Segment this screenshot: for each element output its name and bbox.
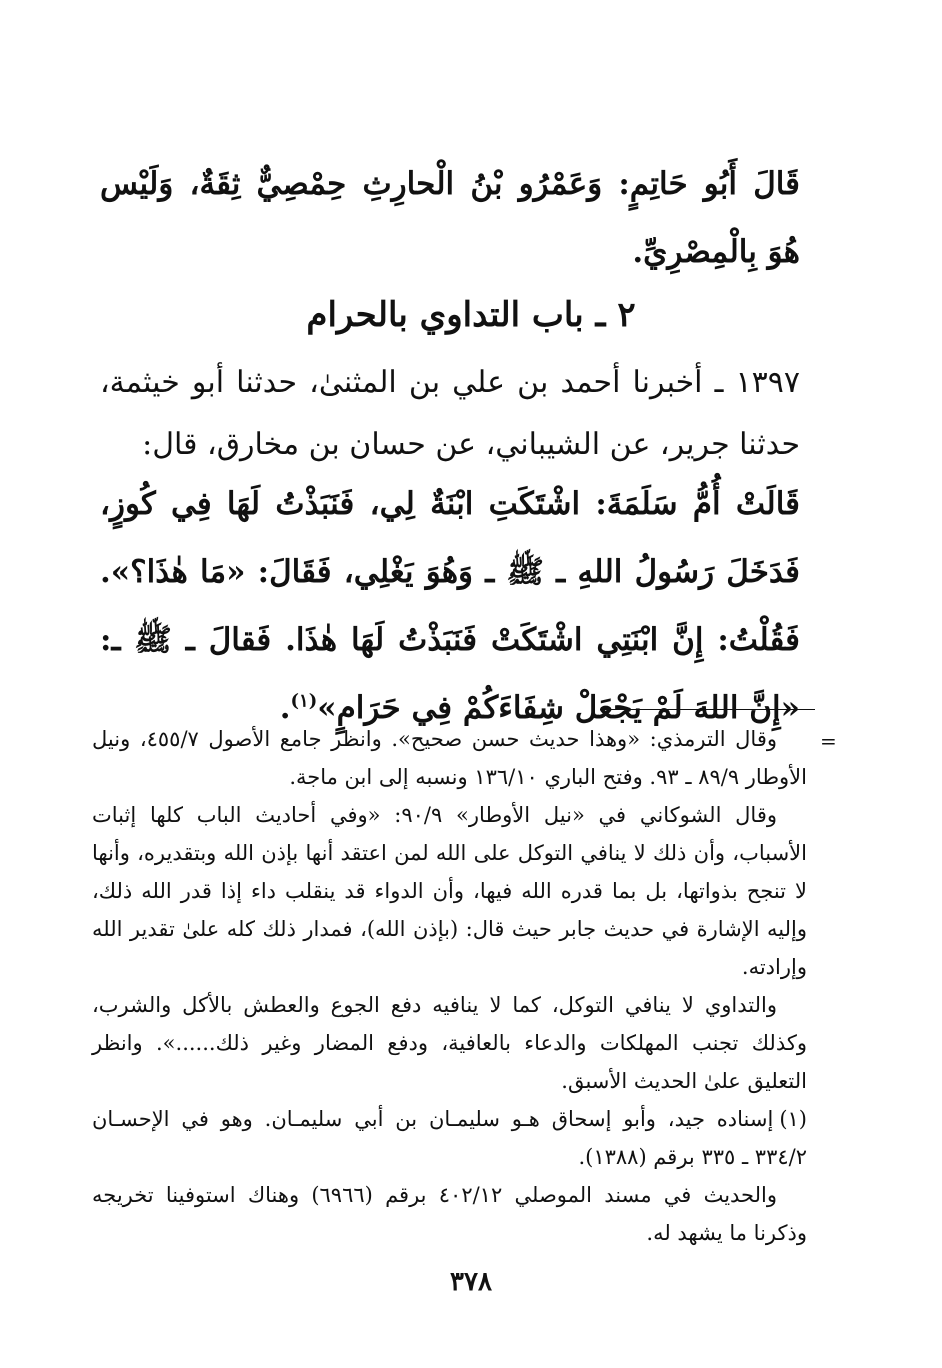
- top-paragraph-text: قَالَ أَبُو حَاتِمٍ: وَعَمْرُو بْنُ الْحارِثِ حِمْصِيٌّ ثِقَةٌ، وَلَيْس هُوَ بِالْمِصْرِيِّ.: [100, 166, 800, 270]
- footnote-1: [92, 1100, 807, 1176]
- footnote-1-number: (١): [779, 1107, 807, 1131]
- top-paragraph: [100, 150, 800, 286]
- continuation-mark: =: [820, 729, 837, 753]
- footnote-para-3: والتداوي لا ينافي التوكل، كما لا ينافيه دفع الجوع والعطش بالأكل والشرب، وكذلك تجنب المهلكات والدعاء بالعافية، ودفع المضار وغير ذلك......». وانظر التعليق علىٰ الحديث الأسبق.: [92, 993, 807, 1093]
- footnote-1-text: إسناده جيد، وأبو إسحاق هـو سليمـان بن أبي سليمـان. وهو في الإحسـان ٣٣٤/٢ ـ ٣٣٥ برقم (١٣٨٨).: [92, 1107, 807, 1169]
- footnote-para-2: وقال الشوكاني في «نيل الأوطار» ٩٠/٩: «وفي أحاديث الباب كلها إثبات الأسباب، وأن ذلك لا ينافي التوكل على الله لمن اعتقد أنها بإذن الله وبتقديره، وأنها لا تنجح بذواتها، بل بما قدره الله فيها، وأن الدواء قد ينقلب داء إذا قدر الله ذلك، وإليه الإشارة في حديث جابر حيث قال: (بإذن الله)، فمدار ذلك كله علىٰ تقدير الله وإرادته.: [92, 803, 807, 979]
- hadith-matn: قَالَتْ أُمُّ سَلَمَةَ: اشْتَكَتِ ابْنَةٌ لِي، فَنَبَذْتُ لَهَا فِي كُوزٍ، فَدَخَلَ رَسُولُ اللهِ ـ ﷺ ـ وَهُوَ يَغْلِي، فَقَالَ: «مَا هٰذَا؟». فَقُلْتُ: إِنَّ ابْنَتِي اشْتَكَتْ فَنَبَذْتُ لَهَا هٰذَا. فَقالَ ـ ﷺ ـ: «إِنَّ اللهَ لَمْ يَجْعَلْ شِفَاءَكُمْ فِي حَرَامٍ»$^{(١)}$.: [100, 486, 800, 726]
- hadith-isnad: [100, 352, 800, 476]
- hadith-isnad-text: ١٣٩٧ ـ أخبرنا أحمد بن علي بن المثنىٰ، حدثنا أبو خيثمة، حدثنا جرير، عن الشيباني، عن حسان بن مخارق، قال:: [100, 365, 800, 462]
- footnotes: [92, 720, 807, 1252]
- hadith-matn-text: قَالَتْ أُمُّ سَلَمَةَ: اشْتَكَتِ ابْنَةٌ لِي، فَنَبَذْتُ لَهَا فِي كُوزٍ، فَدَخَلَ رَسُولُ اللهِ ـ ﷺ ـ وَهُوَ يَغْلِي، فَقَالَ: «مَا هٰذَا؟». فَقُلْتُ: إِنَّ ابْنَتِي اشْتَكَتْ فَنَبَذْتُ لَهَا هٰذَا. فَقالَ ـ ﷺ ـ: «إِنَّ اللهَ لَمْ يَجْعَلْ شِفَاءَكُمْ فِي حَرَامٍ»: [100, 486, 800, 726]
- page-number: ٣٧٨: [450, 1267, 492, 1297]
- footnote-para-1: وقال الترمذي: «وهذا حديث حسن صحيح». وانظر جامع الأصول ٤٥٥/٧، ونيل الأوطار ٨٩/٩ ـ ٩٣. وفتح الباري ١٣٦/١٠ ونسبه إلى ابن ماجة.: [92, 727, 807, 789]
- section-heading: ٢ ـ باب التداوي بالحرام: [306, 295, 636, 335]
- footnote-ref: (١): [290, 690, 318, 712]
- footnote-1-continuation: والحديث في مسند الموصلي ٤٠٢/١٢ برقم (٦٩٦٦) وهناك استوفينا تخريجه وذكرنا ما يشهد له.: [92, 1183, 807, 1245]
- footnote-separator: [600, 709, 815, 710]
